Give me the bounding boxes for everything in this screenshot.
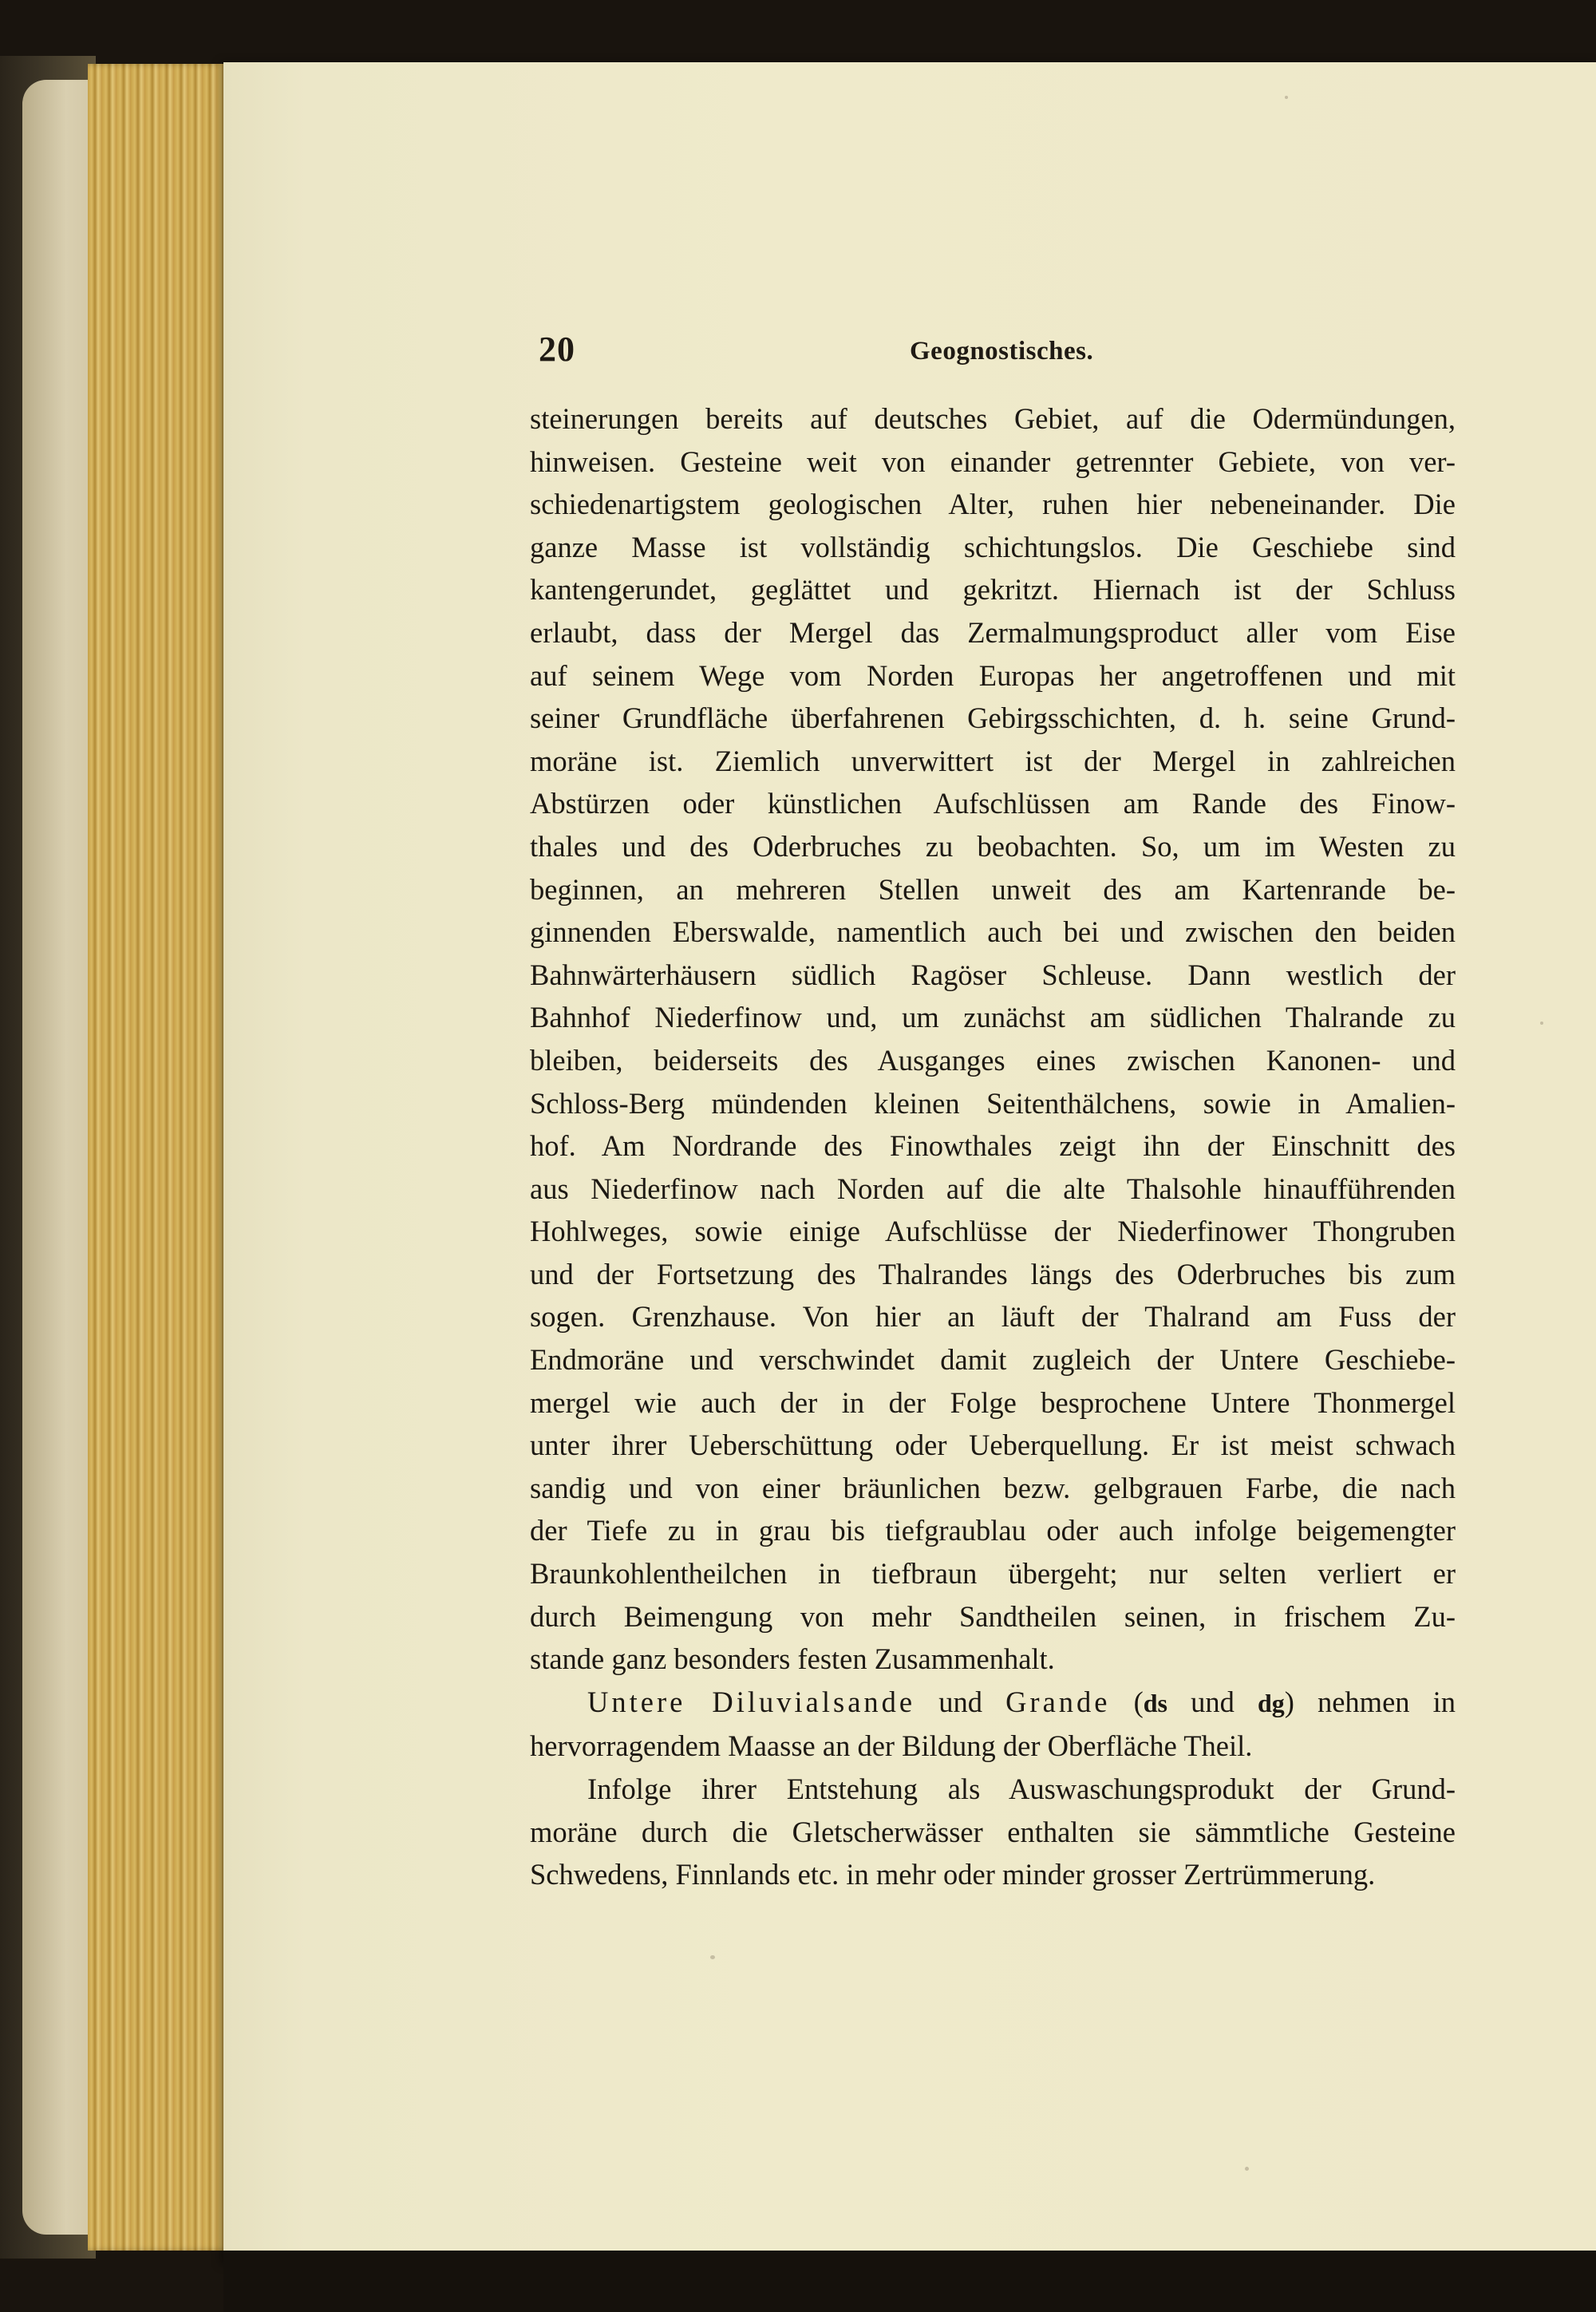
page-bottom-shadow (223, 2251, 1596, 2312)
text-line: aus Niederfinow nach Norden auf die alte Thalsohle hinaufführenden (530, 1172, 1456, 1205)
text-line: Bahnwärterhäusern südlich Ragöser Schleuse. Dann westlich der (530, 958, 1456, 991)
text-line: stande ganz besonders festen Zusammenhalt. (530, 1642, 1055, 1676)
map-symbol-ds: ds (1143, 1688, 1167, 1717)
text-line: hinweisen. Gesteine weit von einander getrennter Gebiete, von ver- (530, 445, 1456, 478)
term-untere-diluvialsande: Untere Diluvialsande (587, 1685, 916, 1718)
text-line: hof. Am Nordrande des Finowthales zeigt ihn der Einschnitt des (530, 1129, 1456, 1163)
text-line: unter ihrer Ueberschüttung oder Ueberquellung. Er ist meist schwach (530, 1429, 1456, 1462)
text-line: moräne ist. Ziemlich unverwittert ist der Mergel in zahlreichen (530, 744, 1456, 777)
term-grande: Grande (1005, 1685, 1111, 1718)
page-number: 20 (539, 330, 575, 369)
paragraph-diluvialsande (530, 1681, 1456, 1768)
text-line: kantengerundet, geglättet und gekritzt. Hiernach ist der Schluss (530, 573, 1456, 607)
map-symbol-dg: dg (1257, 1688, 1285, 1717)
text-line: der Tiefe zu in grau bis tiefgraublau oder auch infolge beigemengter (530, 1514, 1456, 1547)
text-line: durch Beimengung von mehr Sandtheilen seinen, in frischem Zu- (530, 1599, 1456, 1633)
text-line: Schwedens, Finnlands etc. in mehr oder minder grosser Zertrümmerung. (530, 1858, 1376, 1891)
text-line: mergel wie auch der in der Folge besprochene Untere Thonmergel (530, 1385, 1456, 1419)
text-line (530, 1681, 1456, 1725)
text-line: Braunkohlentheilchen in tiefbraun übergeht; nur selten verliert er (530, 1557, 1456, 1591)
running-head: Geognostisches. (910, 337, 1094, 366)
text-fragment: und (1167, 1685, 1258, 1718)
text-line: und der Fortsetzung des Thalrandes längs des Oderbruches bis zum (530, 1257, 1456, 1290)
text-line: sandig und von einer bräunlichen bezw. gelbgrauen Farbe, die nach (530, 1471, 1456, 1504)
paper-speck (1285, 96, 1288, 99)
text-line: schiedenartigstem geologischen Alter, ruhen hier nebeneinander. Die (530, 488, 1456, 521)
text-line: steinerungen bereits auf deutsches Gebiet, auf die Odermündungen, (530, 402, 1456, 435)
body-text (530, 397, 1456, 1896)
gilt-page-edges (88, 64, 231, 2251)
text-line: Endmoräne und verschwindet damit zugleich der Untere Geschiebe- (530, 1343, 1456, 1377)
text-fragment: und (915, 1685, 1006, 1718)
text-line: bleiben, beiderseits des Ausganges eines zwischen Kanonen- und (530, 1043, 1456, 1077)
text-line: Hohlweges, sowie einige Aufschlüsse der Niederfinower Thongruben (530, 1215, 1456, 1248)
text-line: Schloss-Berg mündenden kleinen Seitenthälchens, sowie in Amalien- (530, 1086, 1456, 1120)
text-line: Infolge ihrer Entstehung als Auswaschungsprodukt der Grund- (587, 1773, 1456, 1805)
paper-speck (710, 1955, 715, 1959)
text-fragment: ) nehmen in (1284, 1685, 1456, 1718)
text-line: sogen. Grenzhause. Von hier an läuft der Thalrand am Fuss der (530, 1300, 1456, 1334)
text-line: hervorragendem Maasse an der Bildung der Oberfläche Theil. (530, 1729, 1253, 1763)
text-line: moräne durch die Gletscherwässer enthalten sie sämmtliche Gesteine (530, 1815, 1456, 1848)
text-line: auf seinem Wege vom Norden Europas her angetroffenen und mit (530, 658, 1456, 692)
text-line: Bahnhof Niederfinow und, um zunächst am südlichen Thalrande zu (530, 1001, 1456, 1034)
text-line: seiner Grundfläche überfahrenen Gebirgsschichten, d. h. seine Grund- (530, 702, 1456, 735)
text-line: ganze Masse ist vollständig schichtungslos. Die Geschiebe sind (530, 530, 1456, 563)
text-line: ginnenden Eberswalde, namentlich auch bei und zwischen den beiden (530, 915, 1456, 949)
text-fragment: ( (1110, 1685, 1144, 1718)
paragraph-main (530, 397, 1456, 1681)
text-line: thales und des Oderbruches zu beobachten. So, um im Westen zu (530, 829, 1456, 863)
paragraph-infolge (530, 1768, 1456, 1896)
text-line: Abstürzen oder künstlichen Aufschlüssen am Rande des Finow- (530, 787, 1456, 820)
text-line: beginnen, an mehreren Stellen unweit des am Kartenrande be- (530, 872, 1456, 906)
paper-speck (1245, 2167, 1249, 2171)
paper-speck (1540, 1022, 1543, 1025)
text-line: erlaubt, dass der Mergel das Zermalmungsproduct aller vom Eise (530, 615, 1456, 649)
